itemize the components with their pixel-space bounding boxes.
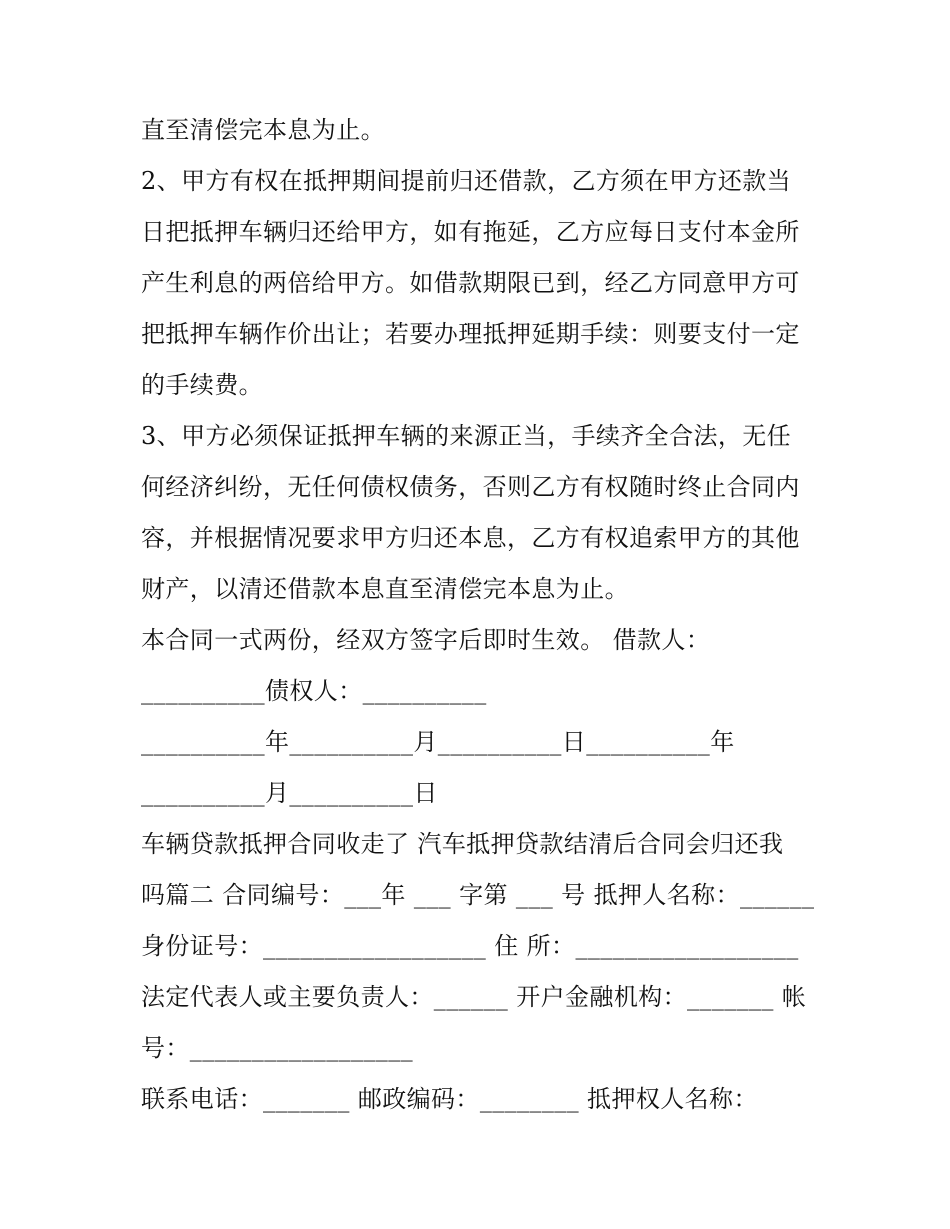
text-line: 2、甲方有权在抵押期间提前归还借款，乙方须在甲方还款当 <box>141 167 792 195</box>
text-line: 日把抵押车辆归还给甲方，如有拖延，乙方应每日支付本金所 <box>141 218 800 246</box>
date-line: __________年__________月__________日__________年 <box>141 728 735 756</box>
form-field-line: 身份证号：__________________ 住 所：__________________ <box>141 932 799 960</box>
text-line: 车辆贷款抵押合同收走了 汽车抵押贷款结清后合同会归还我 <box>141 830 784 858</box>
form-field-line: 吗篇二 合同编号：___年 ___ 字第 ___ 号 抵押人名称：______ <box>141 881 815 909</box>
text-line: 容，并根据情况要求甲方归还本息，乙方有权追索甲方的其他 <box>141 524 800 552</box>
text-line: 本合同一式两份，经双方签字后即时生效。 借款人： <box>141 626 711 654</box>
date-line: __________月__________日 <box>141 779 438 807</box>
form-field-line: 号：__________________ <box>141 1034 413 1062</box>
text-line: 3、甲方必须保证抵押车辆的来源正当，手续齐全合法，无任 <box>141 422 792 450</box>
text-line: 产生利息的两倍给甲方。如借款期限已到，经乙方同意甲方可 <box>141 269 800 297</box>
text-line: 把抵押车辆作价出让；若要办理抵押延期手续：则要支付一定 <box>141 320 800 348</box>
text-line: 财产，以清还借款本息直至清偿完本息为止。 <box>141 575 629 603</box>
text-line: 直至清偿完本息为止。 <box>141 116 385 144</box>
form-field-line: 联系电话：_______ 邮政编码：________ 抵押权人名称： <box>141 1085 758 1113</box>
contract-text <box>141 105 831 1125</box>
form-field-line: 法定代表人或主要负责人：______ 开户金融机构：_______ 帐 <box>141 983 807 1011</box>
text-line: 何经济纠纷，无任何债权债务，否则乙方有权随时终止合同内 <box>141 473 800 501</box>
signature-line: __________债权人：__________ <box>141 677 487 705</box>
text-line: 的手续费。 <box>141 371 263 399</box>
